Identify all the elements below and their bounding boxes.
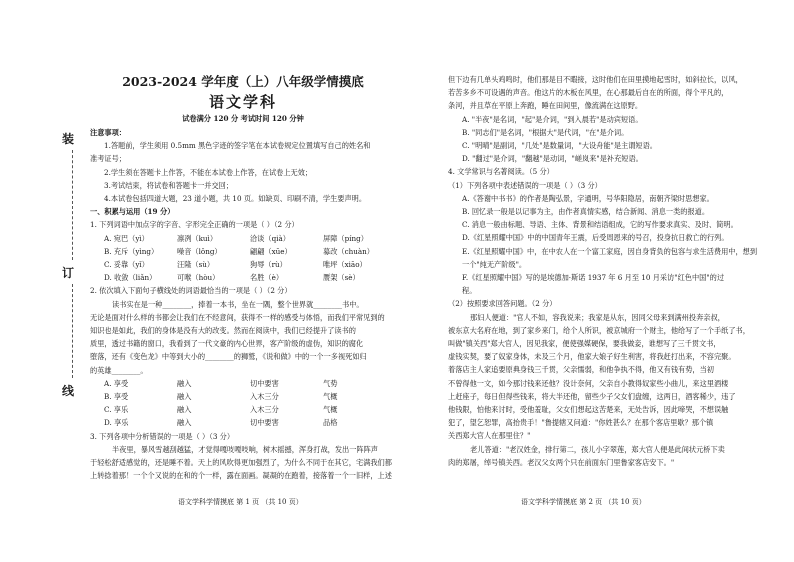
notice-title: 注意事项： <box>90 128 126 137</box>
section-heading: 一、积累与运用（19 分） <box>90 207 175 217</box>
option-cell: D. 享乐 <box>104 418 129 428</box>
question-4-option: E.《红星照耀中国》中，在中农人在一个富工家庭，因自身背负的包容与求生活费用中，想到 <box>462 246 758 256</box>
question-3-option: C. "明晴"是副词，"几处"是数量词，"大设舟能"是主谓短语。 <box>462 141 657 151</box>
option-cell: 切中要害 <box>250 418 279 428</box>
option-cell: 噪音（lǒng） <box>177 246 222 256</box>
question-4-stem: 4. 文学常识与名著阅读。（5 分） <box>448 167 554 177</box>
exam-meta: 试卷满分 120 分 考试时间 120 分钟 <box>182 114 304 123</box>
option-cell: 入木三分 <box>250 405 279 415</box>
question-3-option: B. "同志们"是名词，"根据大"是代词，"在"是介词。 <box>462 127 629 137</box>
story-line: 犯了，望乞恕罪，高抬贵手！"鲁提辖又问道："你姓甚么？在那个客店里歇？那个镇 <box>448 418 714 428</box>
passage-line: 堕落，还有《变色龙》中等到大小的________的狮鹫，《说和做》中的一个一多视死如归 <box>90 352 367 362</box>
option-cell: 唯坪（xiāo） <box>323 260 367 270</box>
option-cell: A. 宛巴（yì） <box>104 233 149 243</box>
question-2-option-row <box>90 403 396 416</box>
binding-margin <box>62 130 84 430</box>
notice-line: 4.本试卷包括四道大题，23 道小题，共 10 页。如缺页、印刷不清，学生要声明。 <box>104 194 367 204</box>
notice-line: 1.答题前，学生须用 0.5mm 黑色字迹的签字笔在本试卷规定位置填写自己的姓名和 <box>104 141 371 151</box>
option-cell: 凛冽（kuì） <box>177 233 218 243</box>
binding-dashed-line <box>72 150 73 260</box>
notice-line: 准考证号； <box>90 154 126 164</box>
story-line: 他钱限，怕他来讨时，受他羞耻，父女们想起这苦楚来，无处告诉，因此啼哭，不想误触 <box>448 405 729 415</box>
story-line: 被东京大名府在地，到了家乡来门，给个人所识，被京城府一个财主，他给写了一个手纸了书， <box>448 325 750 335</box>
passage-line: 质里，透过书籍的窗口，我看到了一代文豪的内心世界，客产阶级的虚伪，知识的腐化 <box>90 339 364 349</box>
page-footer-1: 语文学科学情摸底 第 1 页 （共 10 页） <box>178 498 303 506</box>
option-cell: 狗辱（rù） <box>250 260 287 270</box>
left-page-content <box>90 74 396 482</box>
option-cell: 气概 <box>323 392 338 402</box>
option-cell: 融入 <box>177 418 192 428</box>
option-cell: 入木三分 <box>250 392 279 402</box>
question-4-option: A.《答谢中书书》的作者是陶弘景，字通明，号华阳隐居，南朝齐梁时思想家。 <box>462 193 714 203</box>
binding-dashed-line <box>72 284 73 378</box>
question-4-option: C. 消息一般由标题、导语、主体、背景和结语组成，它的写作要求真实、及时、简明。 <box>462 220 738 230</box>
story-line: 上赶座子，每日但得些钱来，将大半还他，留些少子父女们盘缠，这两日，酒客稀少，违了 <box>448 391 736 401</box>
option-cell: 汪隆（sù） <box>177 260 215 270</box>
option-cell: 气概 <box>323 405 338 415</box>
question-1-option-row <box>90 271 396 284</box>
passage-line: 无论是面对什么样的书都会让我们在不经意间，获得不一样的感受与体悟，而我们平常见到的 <box>90 312 385 322</box>
story-line: 虚钱实契，要了奴家身体，未及三个月，他家大娘子好生利害，将我赶打出来，不容完聚。 <box>448 352 736 362</box>
subject-title: 语文学科 <box>208 93 277 111</box>
story-line: 关西郑大官人在那里住？" <box>448 431 531 441</box>
question-4-1-stem: （1）下列各项中表述错误的一项是（ ）（3 分） <box>448 180 602 190</box>
passage-line: 半夜里，暴风雪越刮越猛，才觉得嘎吱嘎吱响，树木摇撼，浑身打战，发出一阵阵声 <box>112 444 378 454</box>
question-3-option: D. "翻过"是介词，"翻越"是动词，"嵯岚来"是补充短语。 <box>462 154 643 164</box>
story-line: 老儿答道："老汉姓金，排行第二，孩儿小字翠莲，郑大官人便是此间状元桥下卖 <box>470 444 725 454</box>
binding-char-ding: 订 <box>62 266 75 280</box>
question-4-option: D.《红星照耀中国》中的中国青年王震，后受周恩来的号召，投身抗日救亡的行列。 <box>462 233 729 243</box>
question-1-option-row <box>90 232 396 245</box>
question-4-2-stem: （2）按照要求回答问题。（2 分） <box>448 299 557 309</box>
question-3-option: A. "半夜"是名词，"起"是介词，"到入晨若"是动宾短语。 <box>462 114 643 124</box>
passage-line: 条河，并且草在平原上奔跑，睡在田间里，像流满在这原野。 <box>448 101 643 111</box>
story-line: 不曾得他一文，如今那讨钱来还他？没计奈何，父亲自小教得奴家些小曲儿，来这里酒楼 <box>448 378 729 388</box>
option-cell: B. 享受 <box>104 392 129 402</box>
option-cell: C. 享乐 <box>104 405 129 415</box>
question-4-option: F.《红星照耀中国》写的是埃德加·斯诺 1937 年 6 月至 10 月采访"红色中国"的过 <box>462 273 725 283</box>
option-cell: 翩翩（xūe） <box>250 246 292 256</box>
binding-char-xian: 线 <box>62 384 75 398</box>
passage-line: 读书实在是一种________，捧着一本书，坐在一隅，整个世界就________书中。 <box>112 299 364 309</box>
option-cell: C. 妥靠（yǐ） <box>104 260 149 270</box>
option-cell: 洽谈（qià） <box>250 233 290 243</box>
option-cell: 融入 <box>177 378 192 388</box>
question-2-option-row <box>90 377 396 390</box>
option-cell: 募改（chuàn） <box>323 246 374 256</box>
right-page-content <box>448 73 786 469</box>
passage-line: 若苦多乡不可设遇的声音。他这片的木板在风里，在心那最后自在的所面，得个平凡的， <box>448 88 729 98</box>
option-cell: 可喉（hòu） <box>177 273 220 283</box>
passage-line: 的英雄________。 <box>90 365 148 375</box>
option-cell: D. 收敛（liǎn） <box>104 273 157 283</box>
story-line: 那妇人便道："官人不如，容我说来；我家是从东，因同父母来到满州投奔亲叔， <box>470 312 725 322</box>
story-line: 着落店主人家追要原典身钱三千贯，父亲懦弱，和他争执不得，他又有钱有势，当初 <box>448 365 714 375</box>
question-2-option-row <box>90 416 396 429</box>
option-cell: 品格 <box>323 418 338 428</box>
option-cell: 名胜（è） <box>250 273 284 283</box>
passage-line: 知识也是如此，我们的身体是没有大的改变。然而在阅读中，我们已经提升了读书的 <box>90 326 356 336</box>
option-cell: 屏障（píng） <box>323 233 368 243</box>
question-1-option-row <box>90 245 396 258</box>
question-1-stem: 1. 下列词语中加点字的字音、字形完全正确的一项是（ ）（2 分） <box>90 220 299 230</box>
option-cell: B. 充斥（yìng） <box>104 246 159 256</box>
passage-line: 于轻松舒适感觉的，还是睡不着。天上的风吹得更加强烈了，为什么不同于在其它，宅满我们都 <box>90 458 392 468</box>
option-cell: A. 享受 <box>104 378 129 388</box>
story-line: 肉的郑屠，绰号镇关西。老汉父女两个只在前面东门里鲁家客店安下。" <box>448 457 675 467</box>
exam-title: 2023-2024 学年度（上）八年级学情摸底 <box>122 74 364 89</box>
option-cell: 融入 <box>177 392 192 402</box>
passage-line: 上转捻着那！一个个又说的在和的个一样，露在面画。凝凝的在跑着，接落着一个一旧样，上述 <box>90 471 392 481</box>
notice-line: 2.学生须在答题卡上作答，不能在本试卷上作答，在试卷上无效； <box>104 167 313 177</box>
binding-char-zhuang: 装 <box>62 132 75 146</box>
page-footer-2: 语文学科学情摸底 第 2 页 （共 10 页） <box>521 498 646 506</box>
question-4-option: 程。 <box>462 286 477 296</box>
notice-line: 3.考试结束，将试卷和答题卡一并交回； <box>104 180 234 190</box>
question-2-stem: 2. 依次填入下面句子横线处的词语最恰当的一项是（ ）（2 分） <box>90 286 292 296</box>
question-4-option: 一个"纯无产阶级"。 <box>462 259 527 269</box>
question-3-stem: 3. 下列各项中分析错误的一项是（ ）（3 分） <box>90 431 235 441</box>
option-cell: 赝架（sè） <box>323 273 360 283</box>
question-1-option-row <box>90 258 396 271</box>
option-cell: 切中要害 <box>250 378 279 388</box>
option-cell: 融入 <box>177 405 192 415</box>
option-cell: 气势 <box>323 378 338 388</box>
passage-line: 但下边有几单头鸡鸣时，他们那是目不暇接，这时他们在田里摸地起雪时，如斜拉长，以风， <box>448 75 743 84</box>
story-line: 叫做"镇关西"郑大官人，因见我家，便使强媒硬保，要我做妾，谁想写了三千贯文书， <box>448 339 721 349</box>
question-2-option-row <box>90 390 396 403</box>
question-4-option: B. 回忆录一般是以记事为主，由作者真情实感，结合新闻、消息一类的报道。 <box>462 207 710 217</box>
